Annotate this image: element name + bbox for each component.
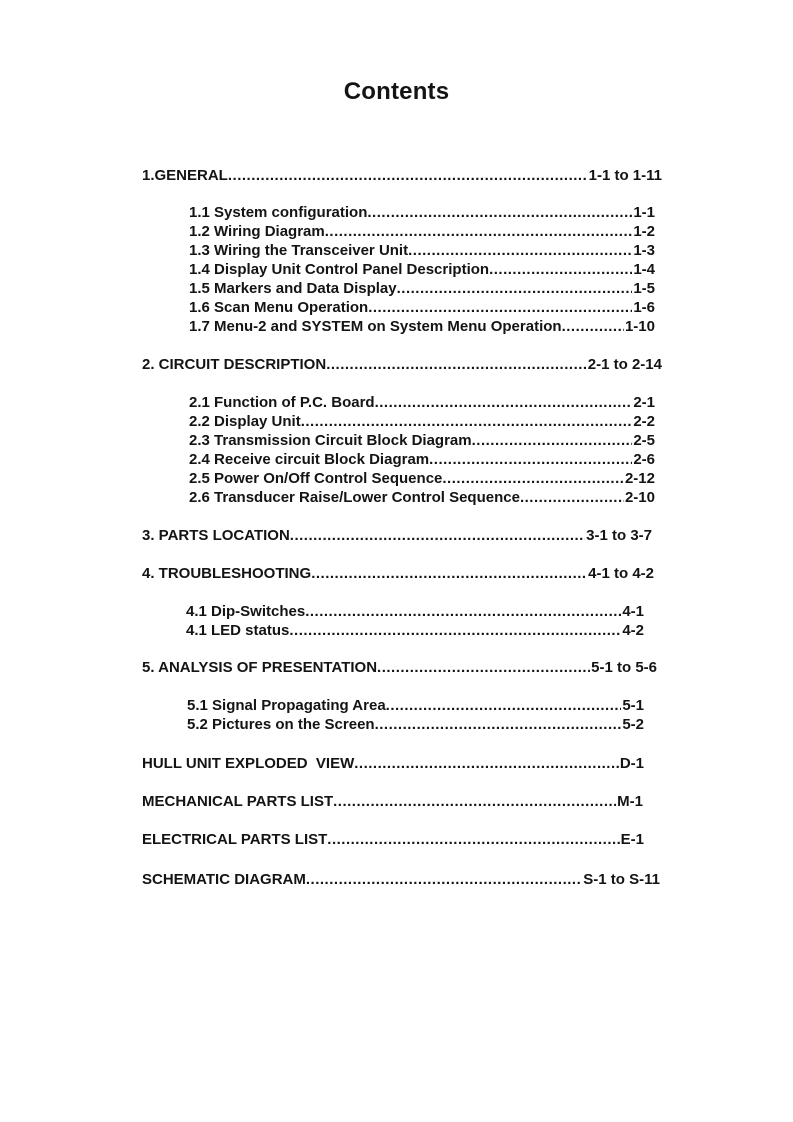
- toc-subentry-page: 1-1: [633, 204, 655, 221]
- leader-dots: [397, 279, 633, 298]
- leader-dots: [305, 602, 621, 621]
- toc-entry-page: 4-1 to 4-2: [588, 565, 654, 582]
- toc-subentry-label: 4.1 LED status: [186, 622, 290, 639]
- toc-entry-page: S-1 to S-11: [583, 871, 660, 888]
- toc-entry-page: M-1: [617, 793, 643, 810]
- toc-entry-mechanical-parts-list[interactable]: [142, 792, 643, 811]
- toc-subentry-page: 1-6: [633, 299, 655, 316]
- leader-dots: [326, 355, 587, 374]
- toc-subentry-label: 2.6 Transducer Raise/Lower Control Sequence: [189, 489, 520, 506]
- leader-dots: [377, 658, 590, 677]
- toc-subentry-page: 2-5: [633, 432, 655, 449]
- leader-dots: [333, 792, 616, 811]
- toc-subentry-2-3[interactable]: [189, 431, 655, 450]
- toc-entry-label: ELECTRICAL PARTS LIST: [142, 831, 328, 848]
- toc-subentry-2-5[interactable]: [189, 469, 655, 488]
- toc-entry-page: E-1: [620, 831, 644, 848]
- leader-dots: [520, 488, 624, 507]
- toc-subentry-page: 1-2: [633, 223, 655, 240]
- toc-subentry-label: 1.2 Wiring Diagram: [189, 223, 325, 240]
- toc-subentry-label: 2.1 Function of P.C. Board: [189, 394, 375, 411]
- toc-entry-label: MECHANICAL PARTS LIST: [142, 793, 334, 810]
- toc-entry-page: 5-1 to 5-6: [591, 659, 657, 676]
- toc-subentry-label: 2.4 Receive circuit Block Diagram: [189, 451, 430, 468]
- toc-entry-label: 1.GENERAL: [142, 167, 228, 184]
- toc-entry-label: SCHEMATIC DIAGRAM: [142, 871, 306, 888]
- leader-dots: [301, 412, 633, 431]
- toc-subentry-page: 4-1: [622, 603, 644, 620]
- leader-dots: [228, 166, 588, 185]
- leader-dots: [375, 393, 633, 412]
- leader-dots: [562, 317, 624, 336]
- toc-subentry-2-4[interactable]: [189, 450, 655, 469]
- toc-subentry-page: 1-4: [633, 261, 655, 278]
- leader-dots: [311, 564, 587, 583]
- toc-subentry-label: 1.4 Display Unit Control Panel Description: [189, 261, 490, 278]
- toc-subentry-1-3[interactable]: [189, 241, 655, 260]
- toc-subentry-page: 1-5: [633, 280, 655, 297]
- toc-entry-page: D-1: [619, 755, 644, 772]
- toc-subentry-label: 4.1 Dip-Switches: [186, 603, 306, 620]
- toc-subentry-label: 1.6 Scan Menu Operation: [189, 299, 369, 316]
- toc-subentry-page: 5-1: [622, 697, 644, 714]
- leader-dots: [327, 830, 619, 849]
- toc-subentry-page: 2-1: [633, 394, 655, 411]
- toc-subentry-page: 1-3: [633, 242, 655, 259]
- toc-subentry-5-2[interactable]: [187, 715, 644, 734]
- toc-subentry-page: 2-12: [624, 470, 655, 487]
- toc-subentry-1-7[interactable]: [189, 317, 655, 336]
- toc-entry-label: 5. ANALYSIS OF PRESENTATION: [142, 659, 378, 676]
- toc-subentry-page: 4-2: [622, 622, 644, 639]
- toc-subentry-label: 1.3 Wiring the Transceiver Unit: [189, 242, 409, 259]
- toc-subentry-1-6[interactable]: [189, 298, 655, 317]
- toc-subentry-page: 2-2: [633, 413, 655, 430]
- leader-dots: [289, 621, 621, 640]
- leader-dots: [354, 754, 619, 773]
- toc-entry-parts-location[interactable]: [142, 526, 652, 545]
- leader-dots: [472, 431, 633, 450]
- toc-entry-page: 3-1 to 3-7: [586, 527, 652, 544]
- toc-entry-label: 3. PARTS LOCATION: [142, 527, 290, 544]
- toc-subentry-2-2[interactable]: [189, 412, 655, 431]
- toc-entry-label: 2. CIRCUIT DESCRIPTION: [142, 356, 327, 373]
- toc-entry-electrical-parts-list[interactable]: [142, 830, 644, 849]
- toc-subentry-5-1[interactable]: [187, 696, 644, 715]
- toc-subentry-1-2[interactable]: [189, 222, 655, 241]
- leader-dots: [386, 696, 622, 715]
- toc-subentry-page: 1-10: [624, 318, 655, 335]
- toc-entry-general[interactable]: [142, 166, 662, 185]
- toc-subentry-2-1[interactable]: [189, 393, 655, 412]
- leader-dots: [429, 450, 632, 469]
- toc-subentry-1-5[interactable]: [189, 279, 655, 298]
- leader-dots: [442, 469, 624, 488]
- toc-subentry-label: 2.3 Transmission Circuit Block Diagram: [189, 432, 472, 449]
- toc-subentry-1-4[interactable]: [189, 260, 655, 279]
- toc-subentry-4-2[interactable]: [186, 621, 644, 640]
- toc-subentry-label: 5.1 Signal Propagating Area: [187, 697, 386, 714]
- toc-subentry-label: 5.2 Pictures on the Screen: [187, 716, 375, 733]
- toc-subentry-label: 1.5 Markers and Data Display: [189, 280, 397, 297]
- leader-dots: [368, 298, 632, 317]
- toc-subentry-2-6[interactable]: [189, 488, 655, 507]
- leader-dots: [375, 715, 622, 734]
- toc-entry-hull-unit-exploded-view[interactable]: [142, 754, 644, 773]
- leader-dots: [408, 241, 632, 260]
- toc-subentry-page: 5-2: [622, 716, 644, 733]
- toc-subentry-label: 2.5 Power On/Off Control Sequence: [189, 470, 443, 487]
- toc-subentry-4-1[interactable]: [186, 602, 644, 621]
- toc-subentry-label: 1.1 System configuration: [189, 204, 368, 221]
- toc-subentry-label: 2.2 Display Unit: [189, 413, 301, 430]
- toc-entry-troubleshooting[interactable]: [142, 564, 654, 583]
- toc-subentry-1-1[interactable]: [189, 203, 655, 222]
- toc-entry-schematic-diagram[interactable]: [142, 870, 660, 889]
- toc-subentry-label: 1.7 Menu-2 and SYSTEM on System Menu Operation: [189, 318, 562, 335]
- toc-subentry-page: 2-6: [633, 451, 655, 468]
- leader-dots: [325, 222, 633, 241]
- leader-dots: [367, 203, 632, 222]
- toc-entry-label: 4. TROUBLESHOOTING: [142, 565, 312, 582]
- toc-entry-analysis-of-presentation[interactable]: [142, 658, 657, 677]
- leader-dots: [290, 526, 585, 545]
- leader-dots: [489, 260, 632, 279]
- toc-entry-circuit-description[interactable]: [142, 355, 662, 374]
- toc-entry-page: 1-1 to 1-11: [588, 167, 662, 184]
- leader-dots: [306, 870, 582, 889]
- toc-subentry-page: 2-10: [624, 489, 655, 506]
- toc-entry-page: 2-1 to 2-14: [587, 356, 662, 373]
- toc-entry-label: HULL UNIT EXPLODED VIEW: [142, 755, 355, 772]
- page-title: Contents: [343, 78, 450, 105]
